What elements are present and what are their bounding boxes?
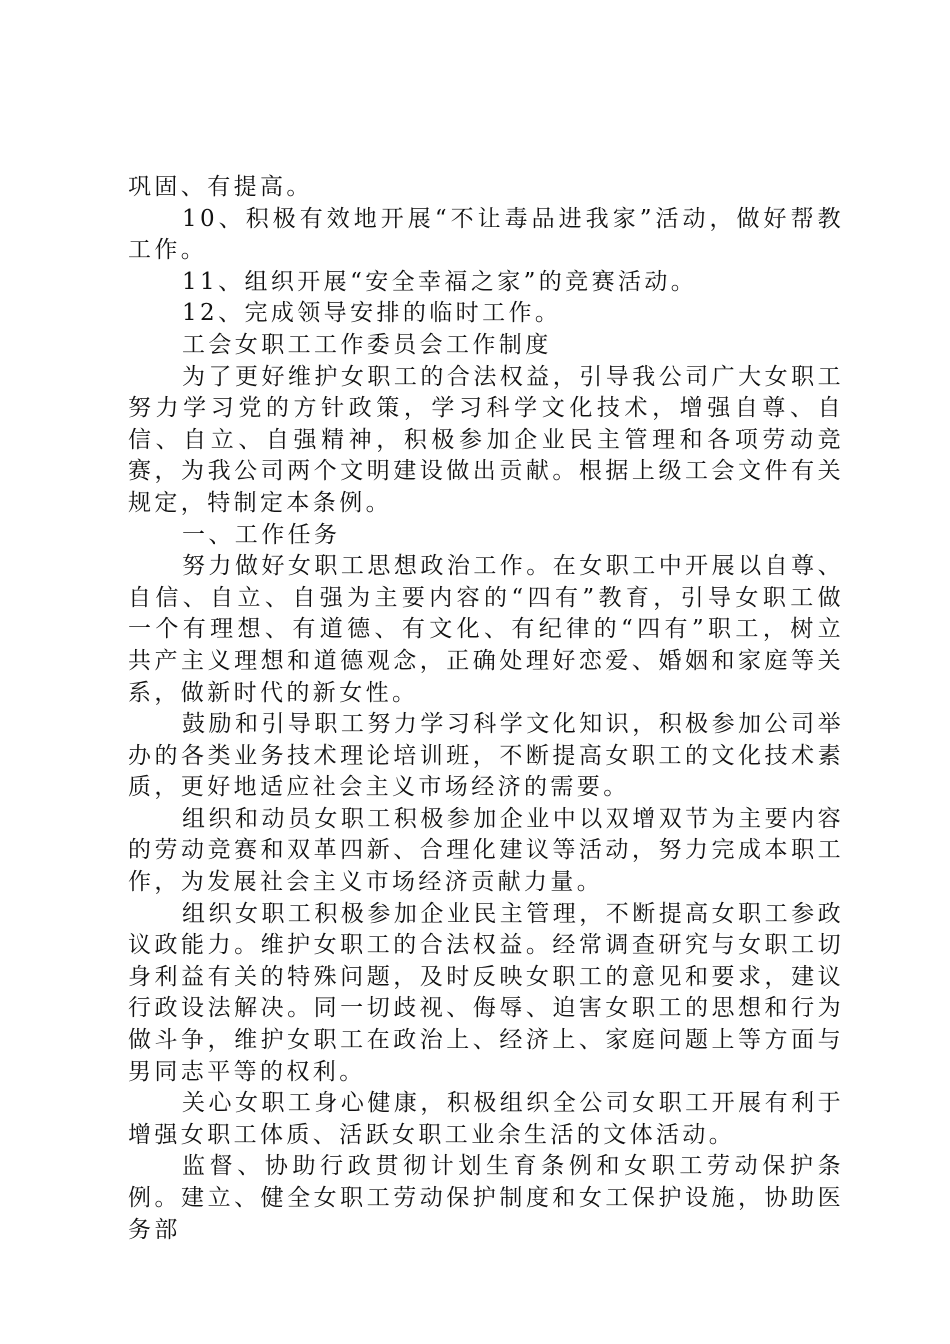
section-title: 工会女职工工作委员会工作制度 <box>182 331 552 358</box>
paragraph-task-political: 努力做好女职工思想政治工作。在女职工中开展以自尊、自信、自立、自强为主要内容的“四有”教育，引导女职工做一个有理想、有道德、有文化、有纪律的“四有”职工，树立共产主义理想和道德观念，正确处理好恋爱、婚姻和家庭等关系，做新时代的新女性。 <box>128 553 844 706</box>
section-heading-tasks: 一、工作任务 <box>182 521 341 548</box>
document-body <box>128 172 844 1246</box>
paragraph-continuation: 巩固、有提高。 <box>128 174 313 200</box>
paragraph-task-competition: 组织和动员女职工积极参加企业中以双增双节为主要内容的劳动竞赛和双革四新、合理化建议等活动，努力完成本职工作，为发展社会主义市场经济贡献力量。 <box>128 805 844 896</box>
paragraph-task-health: 关心女职工身心健康，积极组织全公司女职工开展有利于增强女职工体质、活跃女职工业余生活的文体活动。 <box>128 1090 844 1148</box>
paragraph-intro: 为了更好维护女职工的合法权益，引导我公司广大女职工努力学习党的方针政策，学习科学文化技术，增强自尊、自信、自立、自强精神，积极参加企业民主管理和各项劳动竞赛，为我公司两个文明建设做出贡献。根据上级工会文件有关规定，特制定本条例。 <box>128 363 844 516</box>
paragraph-task-study: 鼓励和引导职工努力学习科学文化知识，积极参加公司举办的各类业务技术理论培训班，不断提高女职工的文化技术素质，更好地适应社会主义市场经济的需要。 <box>128 711 844 801</box>
paragraph-item-11: 11、组织开展“安全幸福之家”的竞赛活动。 <box>182 268 698 295</box>
paragraph-task-management: 组织女职工积极参加企业民主管理，不断提高女职工参政议政能力。维护女职工的合法权益。经常调查研究与女职工切身利益有关的特殊问题，及时反映女职工的意见和要求，建议行政设法解决。同一切歧视、侮辱、迫害女职工的思想和行为做斗争，维护女职工在政治上、经济上、家庭问题上等方面与男同志平等的权利。 <box>128 900 844 1085</box>
paragraph-item-12: 12、完成领导安排的临时工作。 <box>182 300 562 327</box>
paragraph-item-10: 10、积极有效地开展“不让毒品进我家”活动，做好帮教工作。 <box>128 205 844 264</box>
paragraph-task-protection: 监督、协助行政贯彻计划生育条例和女职工劳动保护条例。建立、健全女职工劳动保护制度和女工保护设施，协助医务部 <box>128 1153 844 1243</box>
